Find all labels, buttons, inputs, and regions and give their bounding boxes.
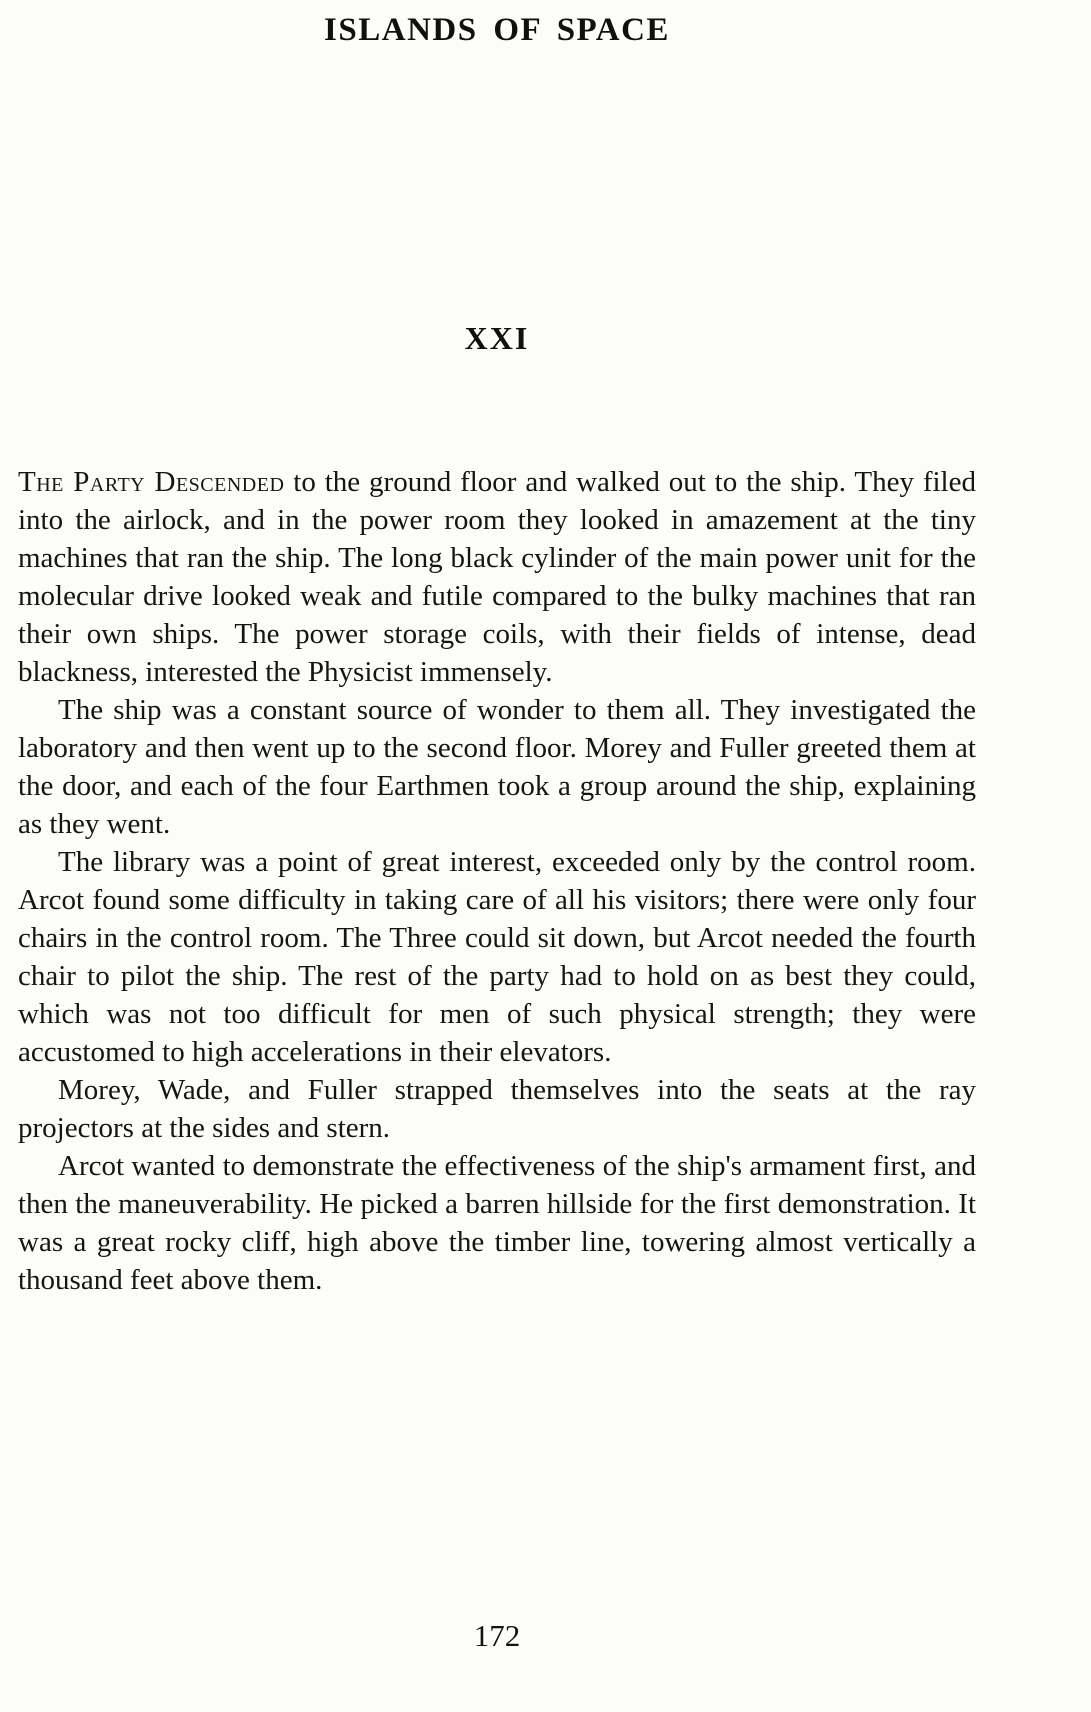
page-number: 172 xyxy=(473,1618,521,1653)
body-text xyxy=(18,463,976,1299)
paragraph-text: to the ground floor and walked out to the ship. They filed into the airlock, and in the power room they looked in amazement at the tiny machines that ran the ship. The long black cylinder of the main power unit for the molecular drive looked weak and futile compared to the bulky machines that ran their own ships. The power storage coils, with their fields of intense, dead blackness, interested the Physicist immensely. xyxy=(18,466,976,688)
paragraph xyxy=(18,463,976,691)
chapter-heading: XXI xyxy=(464,320,530,356)
paragraph: Morey, Wade, and Fuller strapped themselves into the seats at the ray projectors at the sides and stern. xyxy=(18,1074,976,1144)
paragraph: The library was a point of great interest, exceeded only by the control room. Arcot found some difficulty in taking care of all his visitors; there were only four chairs in the control room. The Three could sit down, but Arcot needed the fourth chair to pilot the ship. The rest of the party had to hold on as best they could, which was not too difficult for men of such physical strength; they were accustomed to high accelerations in their elevators. xyxy=(18,846,976,1068)
paragraph: The ship was a constant source of wonder to them all. They investigated the laboratory and then went up to the second floor. Morey and Fuller greeted them at the door, and each of the four Earthmen took a group around the ship, explaining as they went. xyxy=(18,694,976,840)
paragraph-lead-small-caps: The Party Descended xyxy=(18,466,285,498)
paragraph: Arcot wanted to demonstrate the effectiveness of the ship's armament first, and then the maneuverability. He picked a barren hillside for the first demonstration. It was a great rocky cliff, high above the timber line, towering almost vertically a thousand feet above them. xyxy=(18,1150,976,1296)
running-header: ISLANDS OF SPACE xyxy=(324,12,670,48)
